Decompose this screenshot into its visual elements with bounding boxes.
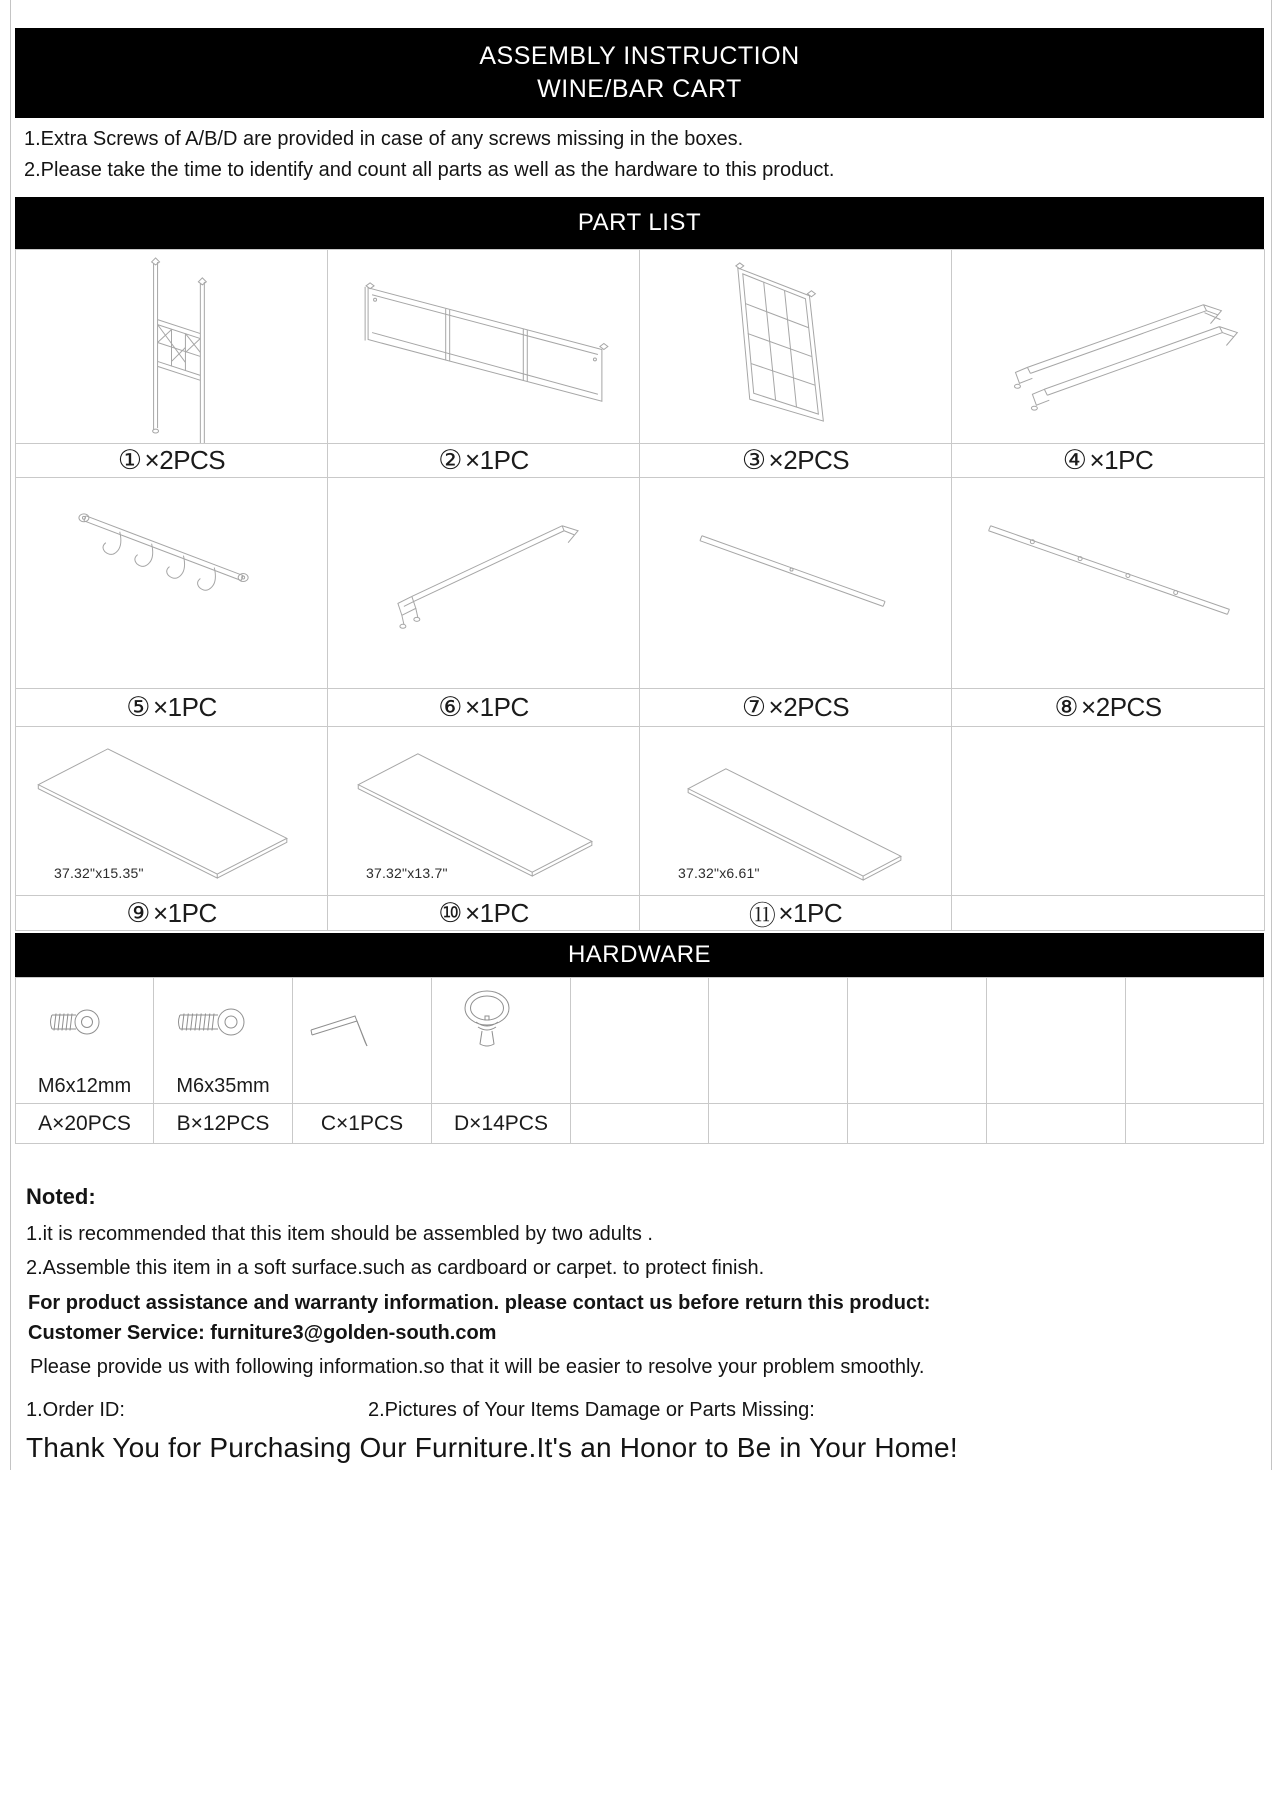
part-label-empty bbox=[952, 896, 1265, 931]
part-2-number: ② bbox=[438, 445, 462, 475]
order-id-label: 1.Order ID: bbox=[26, 1399, 125, 1421]
part-cell-9 bbox=[16, 727, 328, 896]
part-10-number: ⑩ bbox=[438, 897, 462, 928]
part-7-support-bar-drawing bbox=[640, 478, 951, 688]
hardware-a-size: M6x12mm bbox=[37, 1075, 132, 1097]
part-cell-5 bbox=[16, 478, 328, 689]
part-10-dimension: 37.32"x13.7" bbox=[366, 865, 448, 881]
hardware-label-a: A×20PCS bbox=[16, 1104, 154, 1144]
noted-item-1: 1.it is recommended that this item should be assembled by two adults . bbox=[26, 1223, 653, 1245]
noted-heading: Noted: bbox=[26, 1184, 96, 1209]
part-label-9 bbox=[16, 896, 328, 931]
part-1-number: ① bbox=[117, 445, 142, 475]
hardware-cell-d bbox=[432, 978, 571, 1104]
hardware-label-c: C×1PCS bbox=[293, 1104, 432, 1144]
part-list-table bbox=[15, 249, 1265, 931]
part-11-dimension: 37.32"x6.61" bbox=[678, 865, 760, 881]
part-label-2 bbox=[328, 444, 640, 478]
part-label-10 bbox=[328, 896, 640, 931]
part-cell-8 bbox=[952, 478, 1265, 689]
title-banner bbox=[15, 28, 1264, 118]
part-8-drilled-bar-drawing bbox=[952, 478, 1264, 688]
title-line-1: ASSEMBLY INSTRUCTION bbox=[479, 42, 800, 70]
part-2-long-frame-drawing bbox=[328, 250, 639, 443]
hardware-label-empty bbox=[987, 1104, 1126, 1144]
allen-key-icon bbox=[293, 978, 405, 1066]
part-4-glass-rack-drawing bbox=[952, 250, 1264, 443]
part-1-side-frame-drawing bbox=[16, 250, 327, 443]
part-label-11 bbox=[640, 896, 952, 931]
part-3-qty: ×2PCS bbox=[768, 445, 850, 475]
hardware-table bbox=[15, 977, 1264, 1144]
warranty-line: For product assistance and warranty information. please contact us before return this product: bbox=[28, 1292, 931, 1314]
hardware-label-empty bbox=[1126, 1104, 1264, 1144]
part-4-qty: ×1PC bbox=[1089, 445, 1154, 475]
part-5-number: ⑤ bbox=[126, 692, 150, 722]
hardware-label-empty bbox=[571, 1104, 709, 1144]
info-line: Please provide us with following information.so that it will be easier to resolve your problem smoothly. bbox=[30, 1356, 925, 1378]
intro-note-1: 1.Extra Screws of A/B/D are provided in case of any screws missing in the boxes. bbox=[24, 128, 744, 150]
hardware-cell-empty bbox=[987, 978, 1126, 1104]
part-label-5 bbox=[16, 689, 328, 727]
hardware-cell-c bbox=[293, 978, 432, 1104]
part-label-7 bbox=[640, 689, 952, 727]
part-3-number: ③ bbox=[741, 445, 766, 475]
pictures-label: 2.Pictures of Your Items Damage or Parts Missing: bbox=[368, 1399, 815, 1421]
hardware-banner bbox=[15, 933, 1264, 977]
hardware-cell-empty bbox=[1126, 978, 1264, 1104]
part-11-number: ⑪ bbox=[748, 900, 776, 931]
part-2-qty: ×1PC bbox=[464, 445, 529, 475]
hardware-label-empty bbox=[848, 1104, 987, 1144]
hardware-cell-a bbox=[16, 978, 154, 1104]
part-cell-7 bbox=[640, 478, 952, 689]
part-cell-10 bbox=[328, 727, 640, 896]
part-cell-empty bbox=[952, 727, 1265, 896]
hardware-cell-empty bbox=[848, 978, 987, 1104]
title-line-2: WINE/BAR CART bbox=[537, 75, 742, 103]
part-cell-4 bbox=[952, 250, 1265, 444]
intro-notes bbox=[24, 124, 1244, 186]
part-11-qty: ×1PC bbox=[778, 897, 843, 928]
part-label-3 bbox=[640, 444, 952, 478]
hardware-banner-label: HARDWARE bbox=[567, 941, 712, 968]
hardware-label-empty bbox=[709, 1104, 848, 1144]
part-cell-1 bbox=[16, 250, 328, 444]
part-list-banner bbox=[15, 197, 1264, 249]
order-info-row bbox=[26, 1399, 815, 1422]
hardware-label-d: D×14PCS bbox=[432, 1104, 571, 1144]
screw-long-icon bbox=[154, 978, 266, 1066]
customer-service-line: Customer Service: furniture3@golden-south.com bbox=[28, 1322, 497, 1344]
part-6-glass-rail-drawing bbox=[328, 478, 639, 688]
part-5-qty: ×1PC bbox=[152, 692, 217, 722]
glide-foot-icon bbox=[432, 978, 544, 1066]
part-7-qty: ×2PCS bbox=[768, 692, 850, 722]
part-5-hook-rail-drawing bbox=[16, 478, 327, 688]
part-cell-11 bbox=[640, 727, 952, 896]
hardware-cell-empty bbox=[571, 978, 709, 1104]
part-8-qty: ×2PCS bbox=[1081, 692, 1162, 722]
part-7-number: ⑦ bbox=[741, 692, 766, 722]
hardware-label-b: B×12PCS bbox=[154, 1104, 293, 1144]
part-label-8 bbox=[952, 689, 1265, 727]
hardware-b-size: M6x35mm bbox=[176, 1075, 270, 1097]
thank-you-line: Thank You for Purchasing Our Furniture.It's an Honor to Be in Your Home! bbox=[26, 1432, 958, 1463]
part-label-4 bbox=[952, 444, 1265, 478]
part-cell-3 bbox=[640, 250, 952, 444]
part-3-grid-panel-drawing bbox=[640, 250, 951, 443]
part-8-number: ⑧ bbox=[1054, 692, 1079, 722]
part-6-qty: ×1PC bbox=[464, 692, 529, 722]
part-9-dimension: 37.32"x15.35" bbox=[54, 865, 144, 881]
part-list-banner-label: PART LIST bbox=[577, 209, 702, 236]
hardware-cell-empty bbox=[709, 978, 848, 1104]
part-9-number: ⑨ bbox=[126, 897, 150, 928]
part-label-6 bbox=[328, 689, 640, 727]
part-4-number: ④ bbox=[1062, 445, 1087, 475]
part-6-number: ⑥ bbox=[438, 692, 462, 722]
noted-item-2: 2.Assemble this item in a soft surface.such as cardboard or carpet. to protect finish. bbox=[26, 1257, 765, 1279]
hardware-cell-b bbox=[154, 978, 293, 1104]
intro-note-2: 2.Please take the time to identify and count all parts as well as the hardware to this product. bbox=[24, 159, 835, 181]
page-border-left bbox=[10, 0, 11, 1470]
part-label-1 bbox=[16, 444, 328, 478]
part-1-qty: ×2PCS bbox=[144, 445, 226, 475]
part-10-qty: ×1PC bbox=[464, 897, 529, 928]
screw-short-icon bbox=[16, 978, 128, 1066]
page-border-right bbox=[1271, 0, 1272, 1470]
part-9-qty: ×1PC bbox=[152, 897, 217, 928]
part-cell-6 bbox=[328, 478, 640, 689]
part-cell-2 bbox=[328, 250, 640, 444]
